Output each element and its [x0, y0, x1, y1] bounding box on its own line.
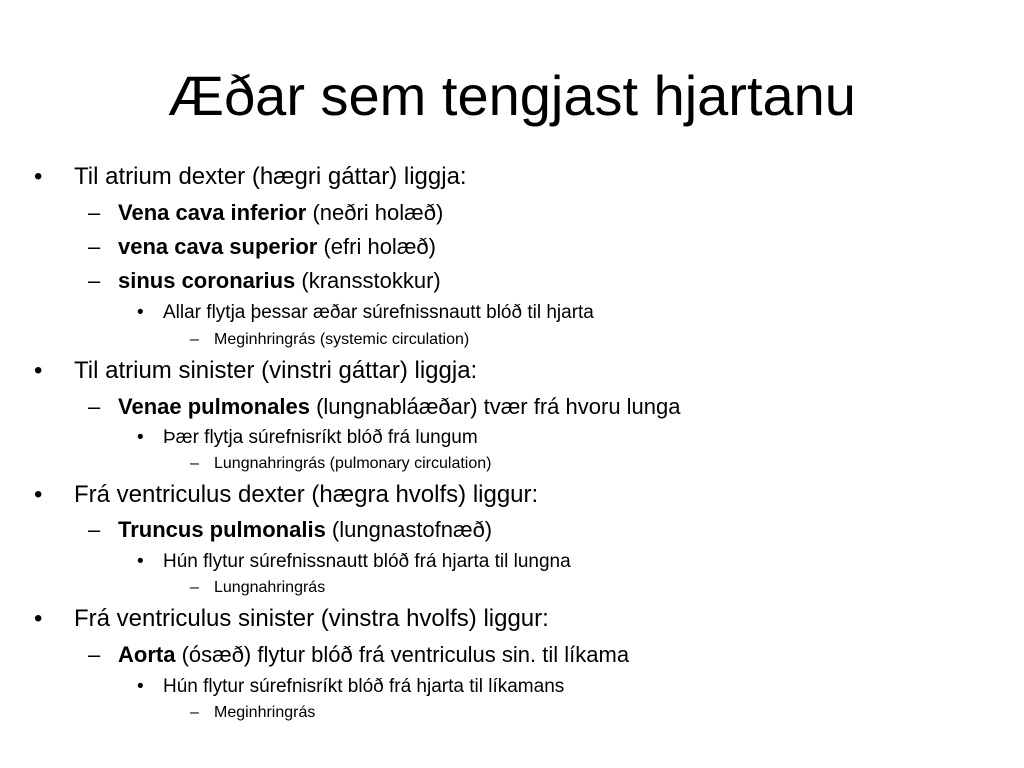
bullet-marker: •: [34, 163, 43, 190]
bullet-text: Lungnahringrás: [214, 579, 326, 596]
bullet-text: [118, 516, 492, 544]
latin-term: Aorta: [118, 642, 176, 667]
bullet-text: Meginhringrás (systemic circulation): [214, 331, 470, 348]
bullet-text: [118, 393, 681, 421]
term-description: (lungnastofnæð): [325, 517, 493, 542]
bullet-text: Meginhringrás: [214, 704, 316, 721]
slide-title: Æðar sem tengjast hjartanu: [168, 64, 856, 127]
bullet-text: Lungnahringrás (pulmonary circulation): [214, 455, 492, 472]
dash-marker: –: [88, 394, 101, 419]
latin-term: Venae pulmonales: [118, 394, 310, 419]
dash-marker: –: [190, 704, 199, 721]
dash-marker: –: [88, 200, 101, 225]
bullet-marker: •: [34, 605, 43, 632]
bullet-text: [118, 233, 436, 261]
dash-marker: –: [88, 642, 101, 667]
dash-marker: –: [190, 579, 199, 596]
term-description: (neðri holæð): [306, 200, 444, 225]
latin-term: vena cava superior: [118, 234, 318, 259]
dash-marker: –: [190, 331, 199, 348]
bullet-text: Til atrium dexter (hægri gáttar) liggja:: [74, 163, 467, 190]
bullet-marker: •: [137, 676, 144, 697]
bullet-text: Þær flytja súrefnisríkt blóð frá lungum: [163, 427, 478, 448]
dash-marker: –: [88, 268, 101, 293]
bullet-text: Allar flytja þessar æðar súrefnissnautt blóð til hjarta: [163, 302, 594, 323]
bullet-text: Frá ventriculus dexter (hægra hvolfs) liggur:: [74, 481, 539, 508]
bullet-marker: •: [137, 427, 144, 448]
bullet-marker: •: [137, 551, 144, 572]
bullet-text: [118, 199, 443, 227]
bullet-text: [118, 641, 629, 669]
term-description: (efri holæð): [317, 234, 436, 259]
bullet-text: Til atrium sinister (vinstri gáttar) liggja:: [74, 357, 478, 384]
bullet-marker: •: [34, 357, 43, 384]
bullet-text: Hún flytur súrefnissnautt blóð frá hjarta til lungna: [163, 551, 571, 572]
bullet-marker: •: [34, 481, 43, 508]
dash-marker: –: [190, 455, 199, 472]
bullet-text: [118, 267, 441, 295]
latin-term: Vena cava inferior: [118, 200, 307, 225]
term-description: (ósæð) flytur blóð frá ventriculus sin. til líkama: [175, 642, 630, 667]
term-description: (kransstokkur): [295, 268, 441, 293]
latin-term: Truncus pulmonalis: [118, 517, 326, 542]
dash-marker: –: [88, 517, 101, 542]
dash-marker: –: [88, 234, 101, 259]
term-description: (lungnabláæðar) tvær frá hvoru lunga: [309, 394, 681, 419]
latin-term: sinus coronarius: [118, 268, 296, 293]
bullet-text: Hún flytur súrefnisríkt blóð frá hjarta til líkamans: [163, 676, 565, 697]
bullet-marker: •: [137, 302, 144, 323]
bullet-text: Frá ventriculus sinister (vinstra hvolfs) liggur:: [74, 605, 549, 632]
